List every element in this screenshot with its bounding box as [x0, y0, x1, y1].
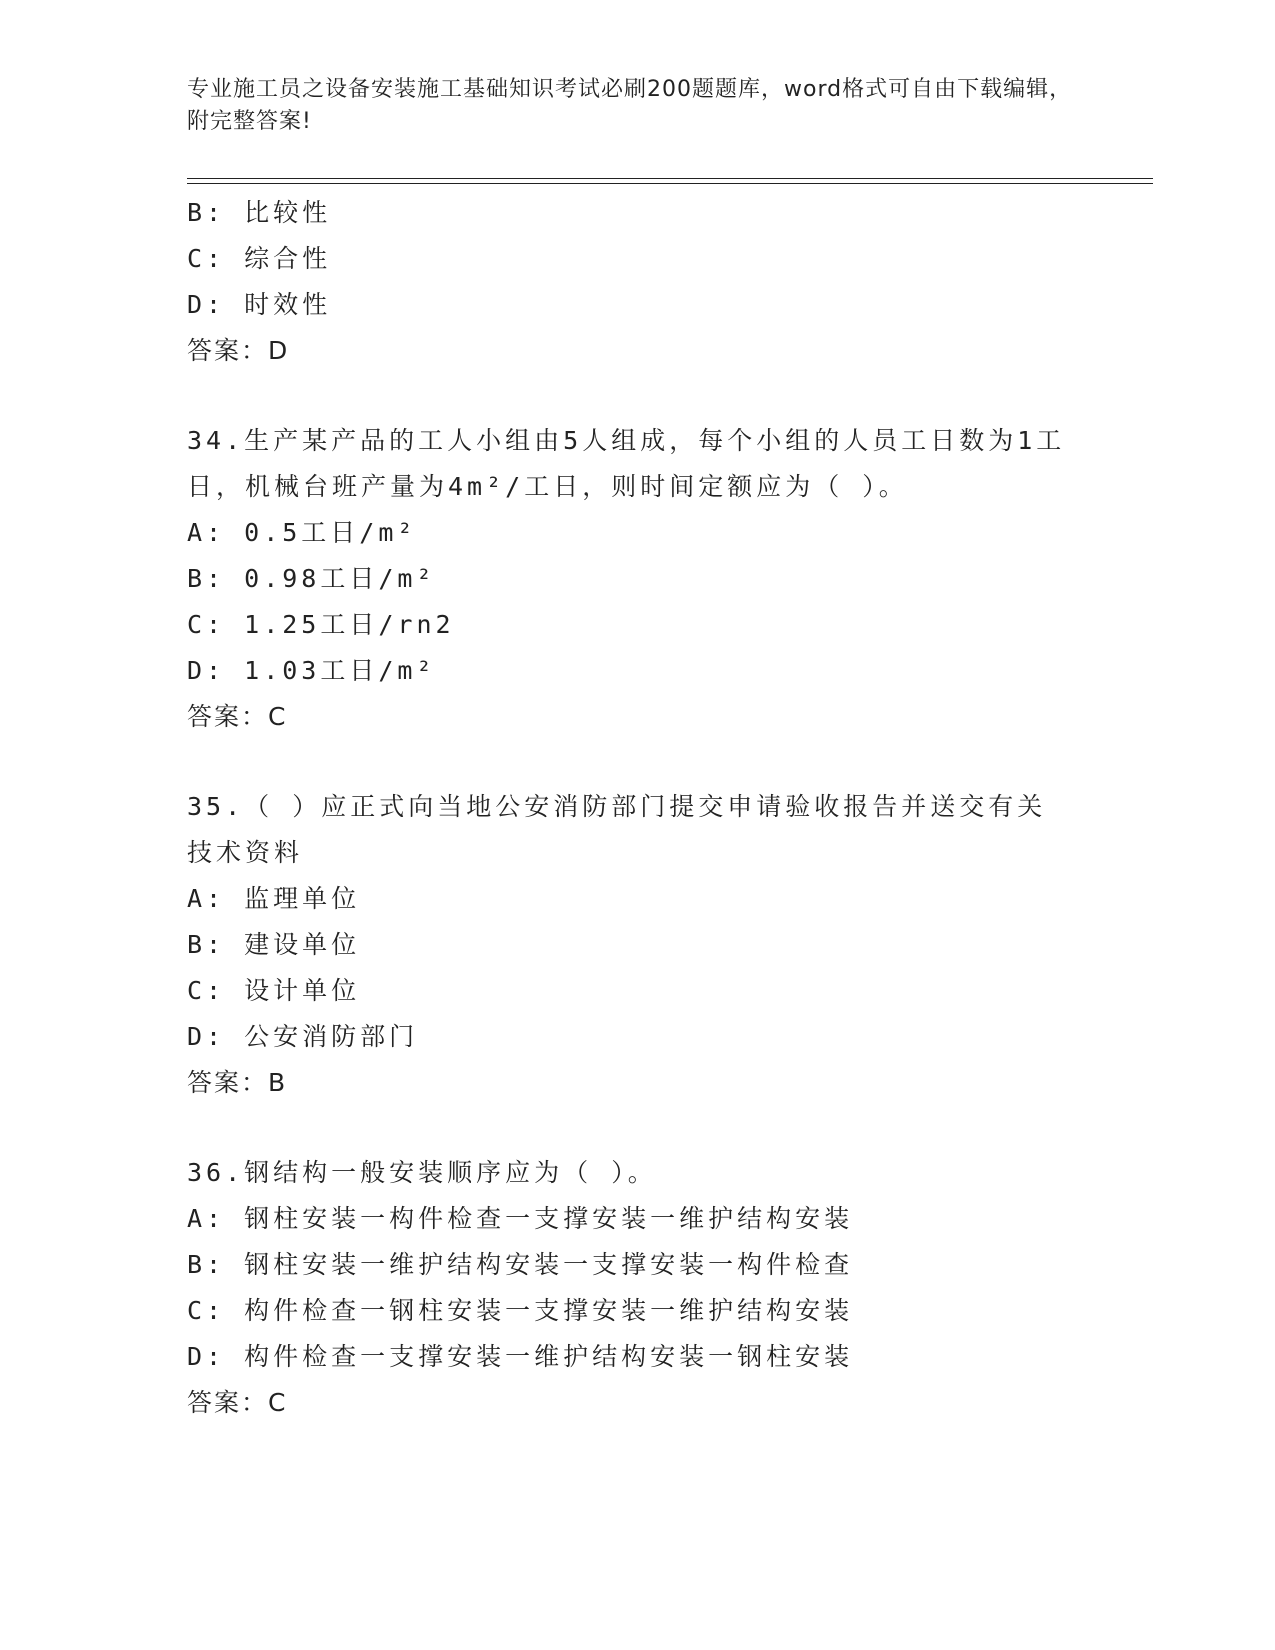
answer-line: 答案：C	[187, 1388, 288, 1417]
option-c: C: 构件检查一钢柱安装一支撑安装一维护结构安装	[187, 1296, 854, 1325]
question-35	[187, 784, 1087, 1106]
option-b: B: 钢柱安装一维护结构安装一支撑安装一构件检查	[187, 1250, 854, 1279]
question-stem: 35.（ ）应正式向当地公安消防部门提交申请验收报告并送交有关技术资料	[187, 792, 1047, 867]
option-d: D: 时效性	[187, 290, 332, 319]
question-stem: 34.生产某产品的工人小组由5人组成，每个小组的人员工日数为1工日，机械台班产量为4m²/工日，则时间定额应为（ ）。	[187, 426, 1066, 501]
question-33-tail	[187, 190, 1087, 374]
question-36	[187, 1150, 1087, 1426]
option-c: C: 1.25工日/rn2	[187, 610, 455, 639]
option-c: C: 设计单位	[187, 976, 361, 1005]
option-a: A: 0.5工日/m²	[187, 518, 417, 547]
option-c: C: 综合性	[187, 244, 332, 273]
spacer	[187, 740, 1087, 784]
spacer	[187, 1106, 1087, 1150]
header-divider-bottom	[187, 183, 1153, 184]
answer-line: 答案：B	[187, 1068, 288, 1097]
option-a: A: 钢柱安装一构件检查一支撑安装一维护结构安装	[187, 1204, 854, 1233]
option-d: D: 构件检查一支撑安装一维护结构安装一钢柱安装	[187, 1342, 854, 1371]
answer-line: 答案：C	[187, 702, 288, 731]
option-d: D: 公安消防部门	[187, 1022, 419, 1051]
question-34	[187, 418, 1087, 740]
option-a: A: 监理单位	[187, 884, 361, 913]
question-list	[187, 190, 1087, 1426]
option-d: D: 1.03工日/m²	[187, 656, 436, 685]
answer-line: 答案：D	[187, 336, 290, 365]
option-b: B: 建设单位	[187, 930, 361, 959]
header-divider-top	[187, 178, 1153, 179]
document-header: 专业施工员之设备安装施工基础知识考试必刷200题题库，word格式可自由下载编辑，附完整答案!	[187, 77, 1073, 134]
option-b: B: 0.98工日/m²	[187, 564, 436, 593]
spacer	[187, 374, 1087, 418]
option-b: B: 比较性	[187, 198, 332, 227]
question-stem: 36.钢结构一般安装顺序应为（ ）。	[187, 1158, 657, 1187]
